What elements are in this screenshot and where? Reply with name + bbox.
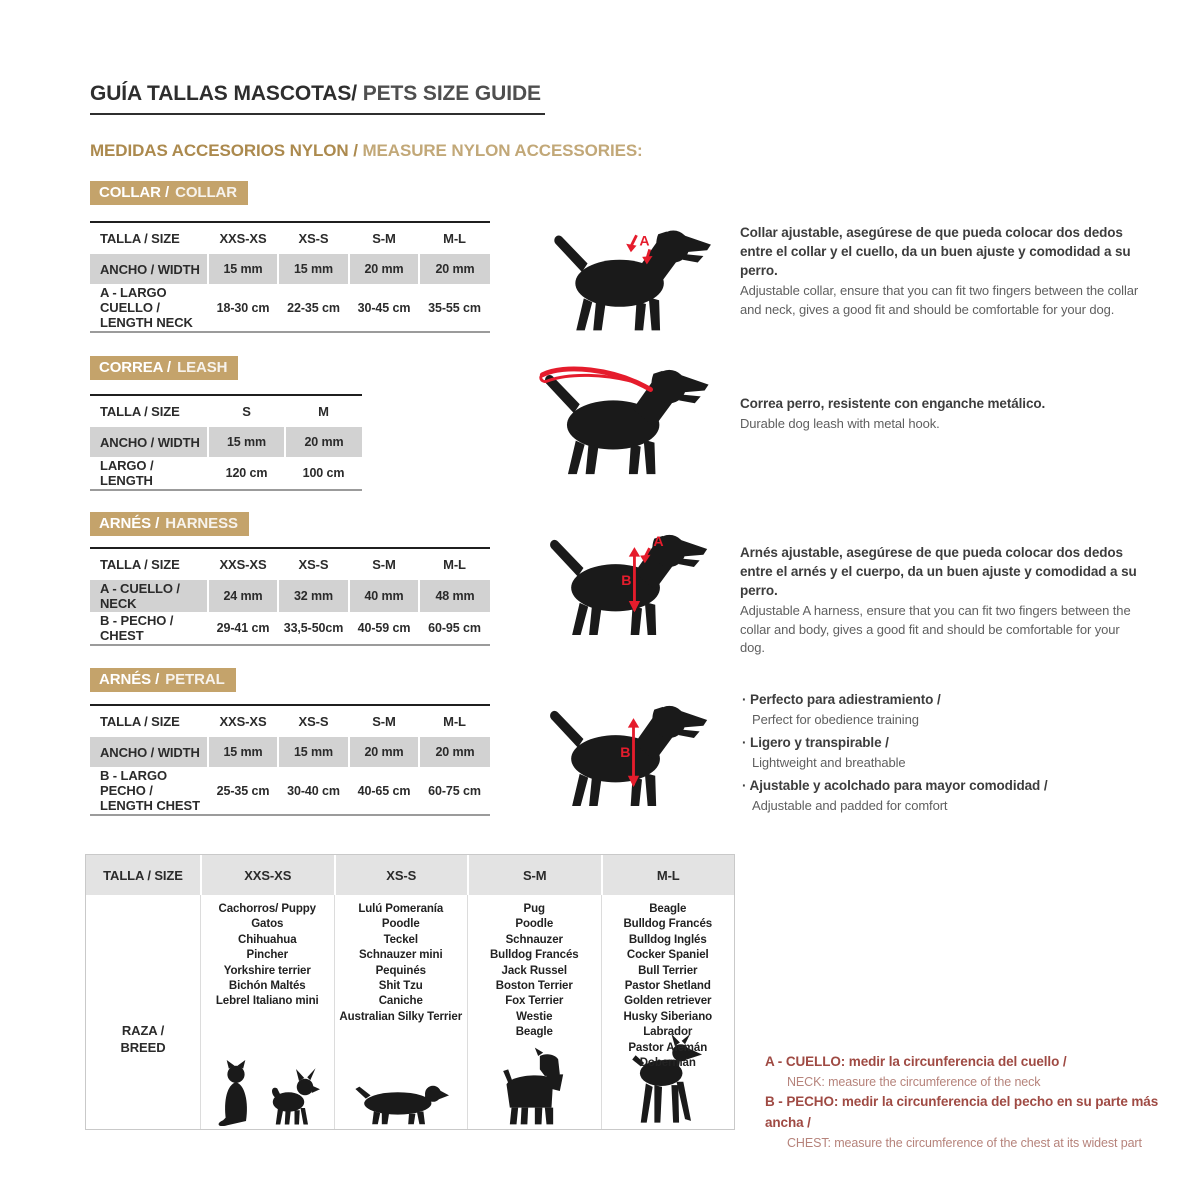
- leash-section-label: [90, 356, 238, 380]
- breed-size-examples: [201, 1060, 334, 1126]
- table-row: [90, 395, 362, 427]
- table-row: [90, 767, 490, 815]
- harness-desc-es: Arnés ajustable, asegúrese de que pueda colocar dos dedos entre el arnés y el cuerpo, da un buen ajuste y comodidad a su perro.: [740, 545, 1137, 599]
- table-cell: ANCHO / WIDTH: [90, 427, 208, 457]
- table-header-cell: TALLA / SIZE: [100, 714, 180, 729]
- table-cell: 20 mm: [349, 254, 419, 284]
- leash-description: [740, 394, 1142, 434]
- collar-desc-es: Collar ajustable, asegúrese de que pueda colocar dos dedos entre el collar y el cuello, da un buen ajuste y comodidad a su perro.: [740, 225, 1131, 279]
- measurement-note: [765, 1052, 1195, 1154]
- breeds-col-xs-s: [334, 895, 468, 1129]
- table-cell: 40-59 cm: [357, 621, 411, 635]
- table-cell: 25-35 cm: [216, 783, 270, 798]
- breeds-label-cell: [86, 895, 200, 1129]
- table-header-cell: M-L: [443, 231, 466, 246]
- collar-description: [740, 223, 1142, 319]
- petral-label-en: PETRAL: [165, 671, 225, 688]
- petral-size-table: [90, 704, 490, 816]
- table-cell: B - PECHO / CHEST: [100, 613, 174, 643]
- feature-es: · Ajustable y acolchado para mayor comodidad /: [742, 776, 1172, 796]
- table-cell: 120 cm: [225, 466, 268, 480]
- page-title-es: GUÍA TALLAS MASCOTAS/: [90, 82, 357, 105]
- breeds-col-m-l: [601, 895, 735, 1129]
- harness-desc-en: Adjustable A harness, ensure that you can fit two fingers between the collar and body, gives a good fit and should be comfortable for your dog.: [740, 603, 1131, 656]
- collar-section-label: [90, 181, 248, 205]
- table-header-cell: XS-S: [336, 855, 468, 895]
- petral-label-es: ARNÉS /: [99, 671, 160, 688]
- table-header-cell: TALLA / SIZE: [100, 557, 180, 572]
- dog-silhouette-leash-icon: [534, 362, 712, 480]
- table-cell: LARGO / LENGTH: [100, 458, 154, 488]
- table-cell: 60-75 cm: [428, 783, 481, 798]
- table-cell: ANCHO / WIDTH: [90, 737, 208, 767]
- harness-label-es: ARNÉS /: [99, 515, 160, 532]
- note-b-es: B - PECHO: medir la circunferencia del pecho en su parte más ancha /: [765, 1094, 1159, 1131]
- breeds-col-s-m: [467, 895, 601, 1129]
- dog-silhouette-collar-icon: [544, 223, 714, 336]
- table-header-cell: XS-S: [298, 231, 329, 246]
- harness-size-table: [90, 547, 490, 646]
- table-header-cell: S-M: [469, 855, 601, 895]
- table-cell: 15 mm: [278, 254, 349, 284]
- table-cell: 29-41 cm: [216, 621, 270, 635]
- harness-section-label: [90, 512, 249, 536]
- schnauzer-silhouette-icon: [498, 1046, 570, 1126]
- table-cell: 30-40 cm: [287, 783, 340, 798]
- table-row: [90, 737, 490, 767]
- table-cell: 15 mm: [208, 737, 278, 767]
- breeds-row-label-es: RAZA /: [121, 1023, 165, 1039]
- svg-text:A: A: [639, 232, 650, 249]
- table-row: [90, 222, 490, 254]
- table-header-cell: S-M: [372, 714, 396, 729]
- collar-label-en: COLLAR: [175, 184, 237, 201]
- collar-size-table: [90, 221, 490, 333]
- table-row: [90, 705, 490, 737]
- table-row: [90, 254, 490, 284]
- table-cell: 35-55 cm: [428, 300, 481, 315]
- breeds-header-row: [86, 855, 734, 895]
- table-cell: 20 mm: [349, 737, 419, 767]
- table-header-cell: M-L: [443, 714, 466, 729]
- cat-silhouette-icon: [214, 1060, 258, 1126]
- harness-description: [740, 543, 1142, 658]
- table-header-cell: XXS-XS: [219, 231, 267, 246]
- collar-desc-en: Adjustable collar, ensure that you can fit two fingers between the collar and neck, gives a good fit and should be comfortable for your dog.: [740, 283, 1139, 317]
- table-header-cell: S-M: [372, 231, 396, 246]
- table-header-cell: TALLA / SIZE: [86, 855, 200, 895]
- table-cell: 100 cm: [302, 466, 345, 480]
- table-header-cell: TALLA / SIZE: [100, 404, 180, 419]
- table-cell: 15 mm: [208, 427, 285, 457]
- breeds-row-label-en: BREED: [120, 1040, 166, 1056]
- table-cell: 20 mm: [419, 737, 490, 767]
- petral-section-label: [90, 668, 236, 692]
- table-cell: B - LARGO PECHO / LENGTH CHEST: [100, 768, 200, 813]
- table-cell: 30-45 cm: [357, 300, 411, 315]
- dachshund-silhouette-icon: [353, 1076, 449, 1126]
- table-row: [90, 427, 362, 457]
- table-header-cell: S: [242, 404, 251, 419]
- breeds-body-row: [86, 895, 734, 1129]
- table-header-cell: XXS-XS: [219, 557, 267, 572]
- leash-label-en: LEASH: [177, 359, 228, 376]
- note-a-es: A - CUELLO: medir la circunferencia del cuello /: [765, 1054, 1067, 1069]
- petral-feature-list: [742, 690, 1172, 818]
- table-cell: A - LARGO CUELLO / LENGTH NECK: [100, 285, 193, 330]
- leash-desc-es: Correa perro, resistente con enganche metálico.: [740, 396, 1046, 411]
- collar-label-es: COLLAR /: [99, 184, 170, 201]
- table-cell: 40-65 cm: [357, 783, 411, 798]
- table-cell: ANCHO / WIDTH: [90, 254, 208, 284]
- breeds-table: [85, 854, 735, 1130]
- dog-silhouette-harness-icon: [540, 525, 710, 643]
- breed-list: Cachorros/ Puppy Gatos Chihuahua Pincher Yorkshire terrier Bichón Maltés Lebrel Italiano mini: [215, 903, 319, 1008]
- table-cell: 15 mm: [278, 737, 349, 767]
- table-header-cell: M-L: [603, 855, 735, 895]
- feature-en: Lightweight and breathable: [752, 755, 906, 770]
- table-header-cell: M: [318, 404, 329, 419]
- table-row: [90, 284, 490, 332]
- table-cell: 60-95 cm: [428, 621, 481, 635]
- table-cell: 48 mm: [419, 580, 490, 612]
- svg-text:B: B: [621, 572, 632, 589]
- chihuahua-silhouette-icon: [266, 1066, 320, 1126]
- harness-label-en: HARNESS: [165, 515, 238, 532]
- table-header-cell: XXS-XS: [202, 855, 334, 895]
- breeds-col-xxs-xs: [200, 895, 334, 1129]
- breed-size-examples: [468, 1046, 601, 1126]
- dog-silhouette-petral-icon: [540, 694, 710, 816]
- table-cell: 32 mm: [278, 580, 349, 612]
- table-cell: 20 mm: [285, 427, 362, 457]
- feature-en: Adjustable and padded for comfort: [752, 797, 948, 813]
- table-header-cell: TALLA / SIZE: [100, 231, 180, 246]
- page-title: [90, 82, 545, 115]
- table-header-cell: XXS-XS: [219, 714, 267, 729]
- breed-list: Lulú Pomeranía Poodle Teckel Schnauzer mini Pequinés Shit Tzu Caniche Australian Silky Terrier: [339, 903, 463, 1023]
- svg-text:A: A: [653, 534, 664, 551]
- table-header-cell: XS-S: [298, 557, 329, 572]
- leash-label-es: CORREA /: [99, 359, 171, 376]
- table-row: [90, 548, 490, 580]
- page-subtitle-en: MEASURE NYLON ACCESSORIES:: [362, 141, 643, 160]
- table-cell: 33,5-50cm: [283, 621, 344, 635]
- table-header-cell: XS-S: [298, 714, 329, 729]
- table-header-cell: M-L: [443, 557, 466, 572]
- table-cell: A - CUELLO / NECK: [90, 580, 208, 612]
- table-cell: 22-35 cm: [287, 300, 340, 315]
- page-title-en: PETS SIZE GUIDE: [357, 82, 541, 105]
- breed-list: Beagle Bulldog Francés Bulldog Inglés Cocker Spaniel Bull Terrier Pastor Shetland Golden retriever Husky Siberiano Labrador Pastor Alemán Doberman: [623, 903, 713, 1070]
- collar-measure-marks-icon: [626, 233, 652, 265]
- breed-list: Pug Poodle Schnauzer Bulldog Francés Jack Russel Boston Terrier Fox Terrier Westie Beagle: [489, 903, 579, 1039]
- table-cell: 18-30 cm: [216, 300, 270, 315]
- feature-es: · Ligero y transpirable /: [742, 733, 1172, 753]
- feature-es: · Perfecto para adiestramiento /: [742, 690, 1172, 710]
- note-a-en: NECK: measure the circumference of the neck: [787, 1074, 1041, 1089]
- table-row: [90, 580, 490, 612]
- leash-desc-en: Durable dog leash with metal hook.: [740, 416, 940, 432]
- table-cell: 15 mm: [208, 254, 278, 284]
- table-cell: 24 mm: [208, 580, 278, 612]
- note-b-en: CHEST: measure the circumference of the chest at its widest part: [787, 1136, 1142, 1151]
- table-row: [90, 612, 490, 645]
- page-subtitle: [90, 141, 643, 161]
- breed-size-examples: [335, 1076, 468, 1126]
- table-cell: 20 mm: [419, 254, 490, 284]
- table-cell: 40 mm: [349, 580, 419, 612]
- leash-size-table: [90, 394, 362, 491]
- table-row: [90, 457, 362, 490]
- feature-en: Perfect for obedience training: [752, 712, 919, 728]
- page-subtitle-es: MEDIDAS ACCESORIOS NYLON /: [90, 141, 363, 160]
- breeds-row-label: [86, 1023, 200, 1057]
- svg-text:B: B: [620, 744, 631, 761]
- table-header-cell: S-M: [372, 557, 396, 572]
